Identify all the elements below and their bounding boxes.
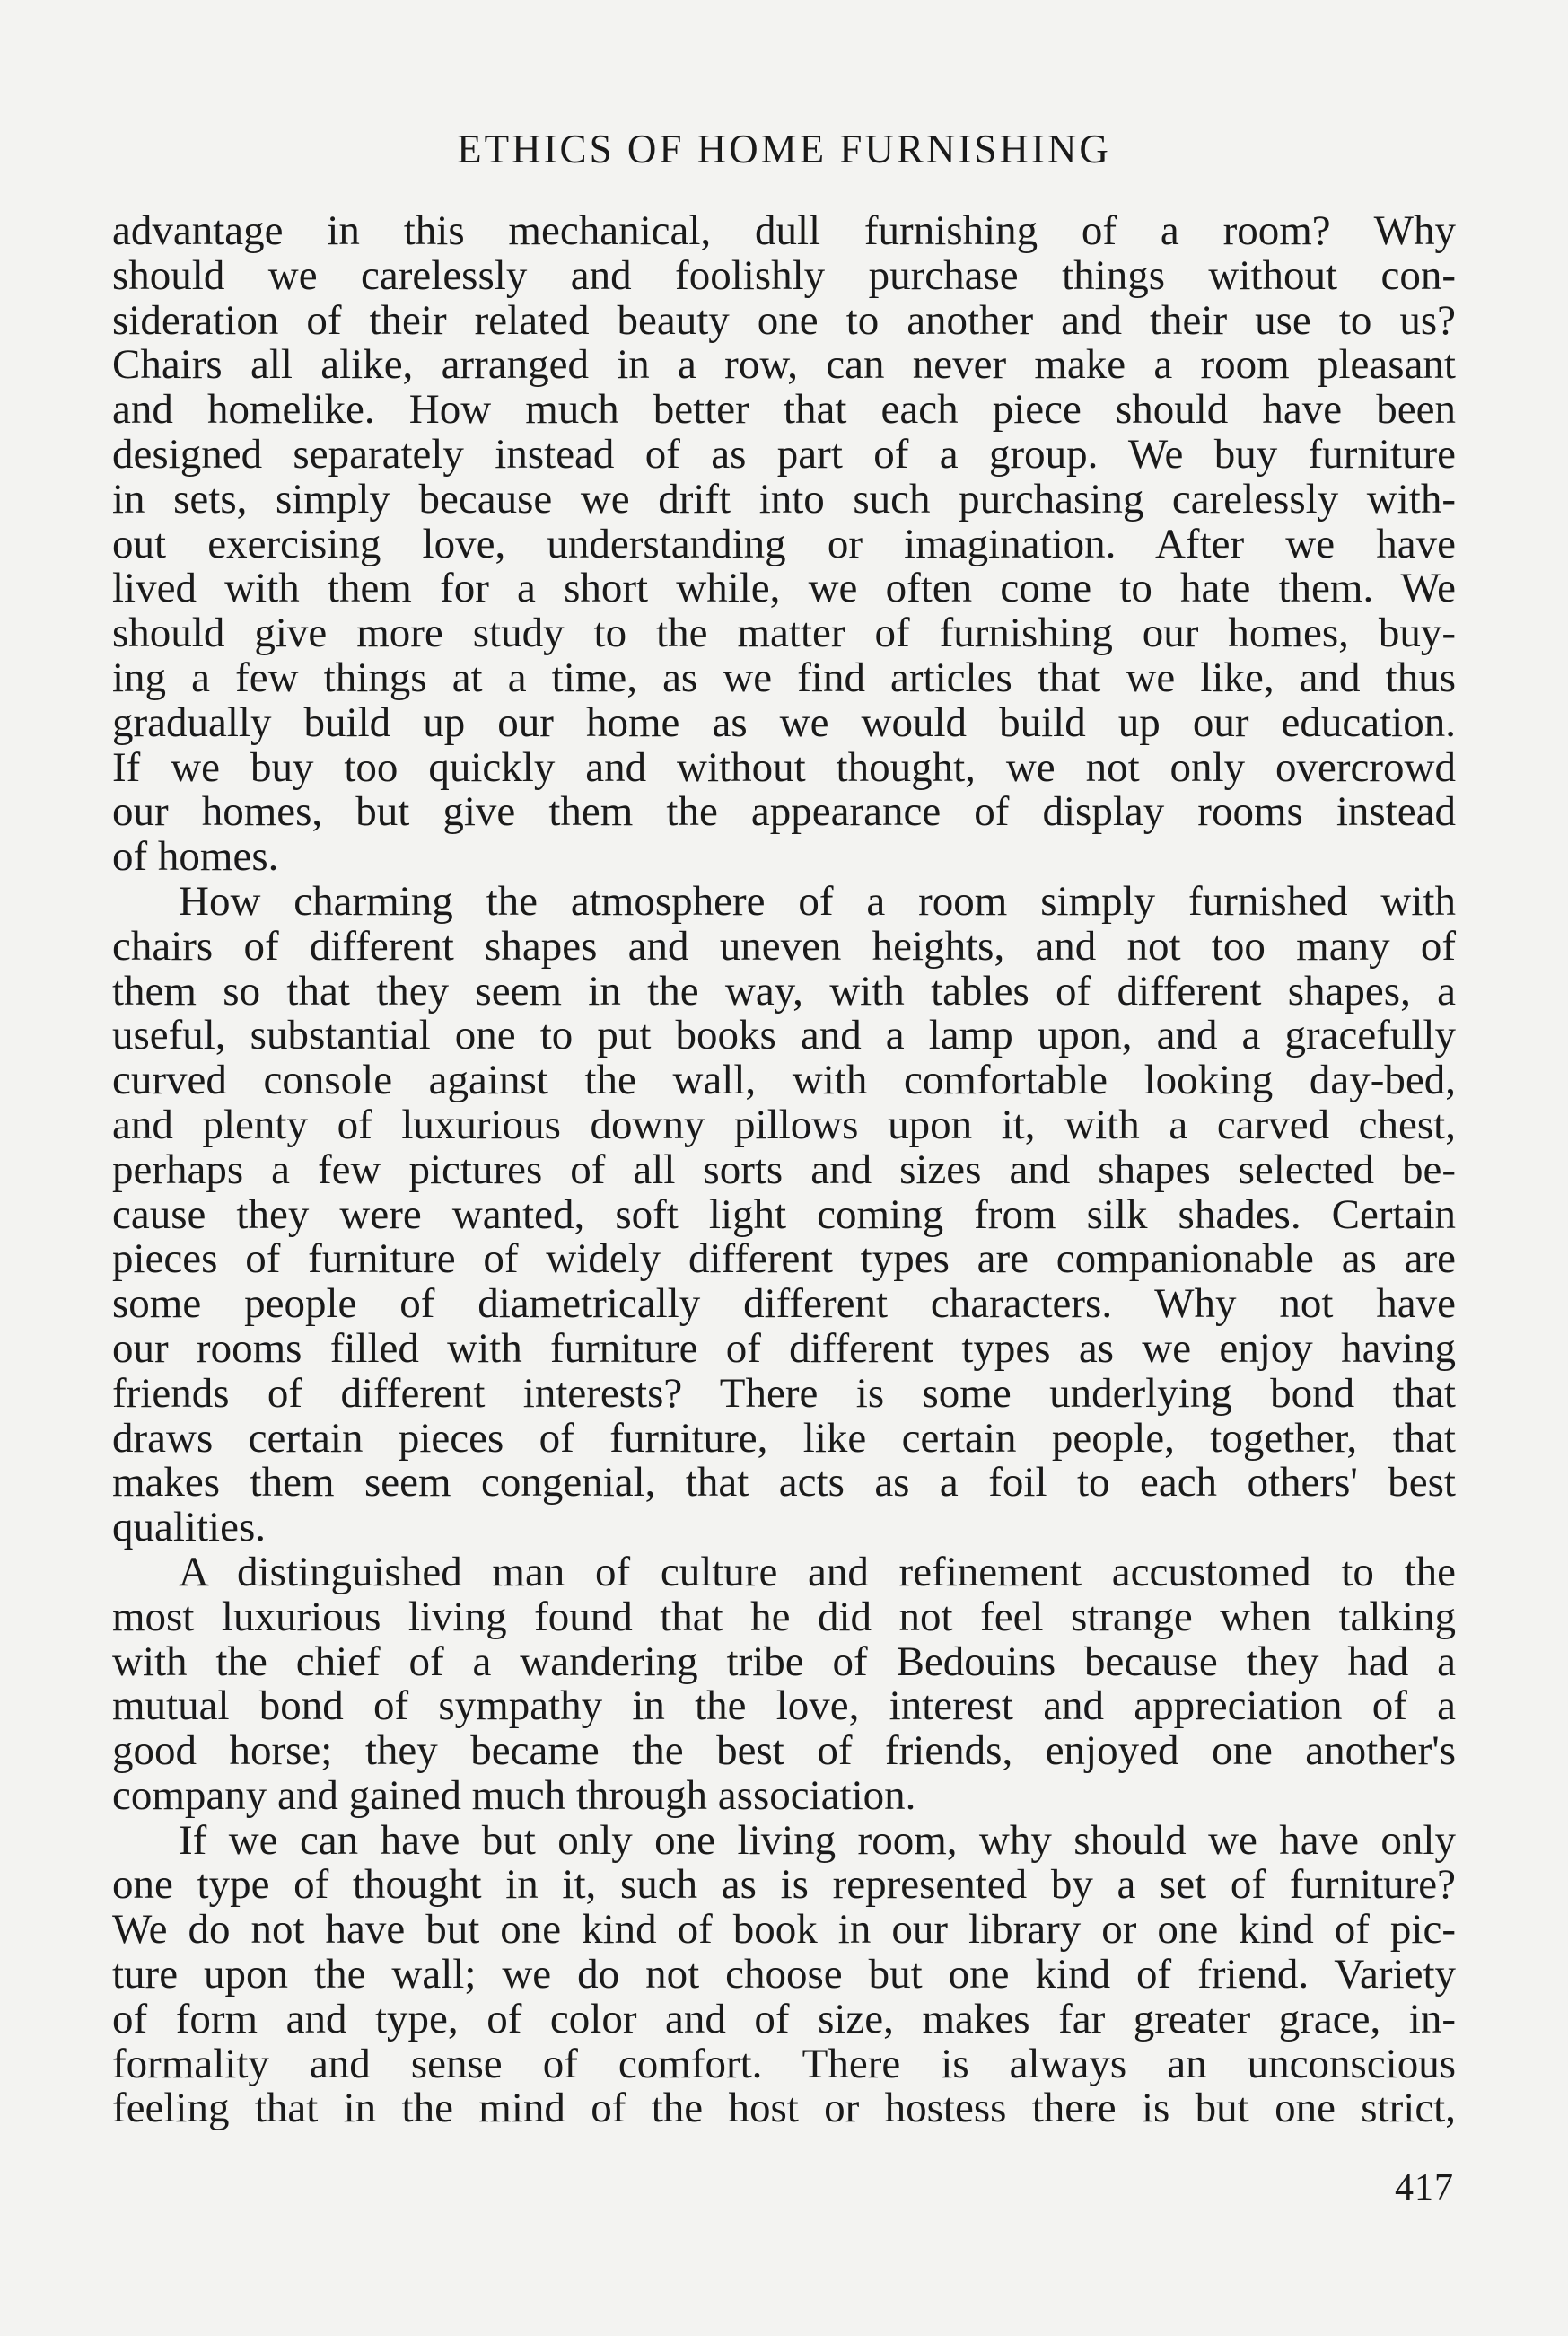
text-line: sideration of their related beauty one to another and their use to us? xyxy=(112,296,1456,344)
paragraph xyxy=(112,209,1456,880)
text-line: our rooms filled with furniture of different types as we enjoy having xyxy=(112,1324,1456,1372)
body-text xyxy=(112,209,1456,2131)
text-line: draws certain pieces of furniture, like certain people, together, that xyxy=(112,1414,1456,1462)
text-line: We do not have but one kind of book in our library or one kind of pic- xyxy=(112,1906,1456,1954)
page-number: 417 xyxy=(1395,2167,1454,2209)
paragraph xyxy=(112,1816,1456,2132)
text-line: and plenty of luxurious downy pillows upon it, with a carved chest, xyxy=(112,1101,1456,1148)
text-line: chairs of different shapes and uneven heights, and not too many of xyxy=(112,922,1456,970)
text-line: of form and type, of color and of size, makes far greater grace, in- xyxy=(112,1995,1456,2042)
text-line: useful, substantial one to put books and a lamp upon, and a gracefully xyxy=(112,1012,1456,1059)
text-line: most luxurious living found that he did not feel strange when talking xyxy=(112,1593,1456,1640)
text-line: pieces of furniture of widely different types are companionable as are xyxy=(112,1235,1456,1283)
text-line: lived with them for a short while, we often come to hate them. We xyxy=(112,565,1456,612)
text-line: cause they were wanted, soft light coming from silk shades. Certain xyxy=(112,1190,1456,1238)
text-line: in sets, simply because we drift into such purchasing carelessly with- xyxy=(112,475,1456,523)
paragraph xyxy=(112,1550,1456,1819)
text-line: makes them seem congenial, that acts as a foil to each others' best xyxy=(112,1459,1456,1506)
text-line: our homes, but give them the appearance of display rooms instead xyxy=(112,788,1456,836)
text-line: some people of diametrically different characters. Why not have xyxy=(112,1280,1456,1328)
text-line: of homes. xyxy=(112,833,279,881)
text-line: If we buy too quickly and without thought, we not only overcrowd xyxy=(112,743,1456,791)
text-line: advantage in this mechanical, dull furnishing of a room? Why xyxy=(112,207,1456,254)
text-line: should we carelessly and foolishly purchase things without con- xyxy=(112,251,1456,299)
text-line: perhaps a few pictures of all sorts and sizes and shapes selected be- xyxy=(112,1146,1456,1193)
paragraph xyxy=(112,877,1456,1551)
text-line: If we can have but only one living room, why should we have only xyxy=(179,1816,1456,1864)
running-head: ETHICS OF HOME FURNISHING xyxy=(457,127,1111,171)
text-line: feeling that in the mind of the host or hostess there is but one strict, xyxy=(112,2085,1456,2132)
text-line: formality and sense of comfort. There is always an unconscious xyxy=(112,2040,1456,2087)
text-line: ture upon the wall; we do not choose but one kind of friend. Variety xyxy=(112,1951,1456,1998)
text-line: should give more study to the matter of furnishing our homes, buy- xyxy=(112,610,1456,657)
text-line: with the chief of a wandering tribe of Bedouins because they had a xyxy=(112,1638,1456,1685)
text-line: ing a few things at a time, as we find articles that we like, and thus xyxy=(112,654,1456,701)
text-line: qualities. xyxy=(112,1504,266,1551)
text-line: out exercising love, understanding or imagination. After we have xyxy=(112,520,1456,567)
text-line: curved console against the wall, with comfortable looking day-bed, xyxy=(112,1057,1456,1104)
text-line: good horse; they became the best of friends, enjoyed one another's xyxy=(112,1727,1456,1775)
text-line: mutual bond of sympathy in the love, interest and appreciation of a xyxy=(112,1682,1456,1730)
text-line: them so that they seem in the way, with tables of different shapes, a xyxy=(112,967,1456,1014)
text-line: designed separately instead of as part of a group. We buy furniture xyxy=(112,430,1456,478)
text-line: A distinguished man of culture and refinement accustomed to the xyxy=(179,1548,1456,1595)
text-line: How charming the atmosphere of a room simply furnished with xyxy=(179,877,1456,925)
text-line: and homelike. How much better that each piece should have been xyxy=(112,386,1456,434)
text-line: company and gained much through association. xyxy=(112,1771,916,1819)
text-line: Chairs all alike, arranged in a row, can never make a room pleasant xyxy=(112,341,1456,389)
text-line: one type of thought in it, such as is represented by a set of furniture? xyxy=(112,1861,1456,1909)
text-line: friends of different interests? There is some underlying bond that xyxy=(112,1369,1456,1417)
text-line: gradually build up our home as we would build up our education. xyxy=(112,698,1456,746)
